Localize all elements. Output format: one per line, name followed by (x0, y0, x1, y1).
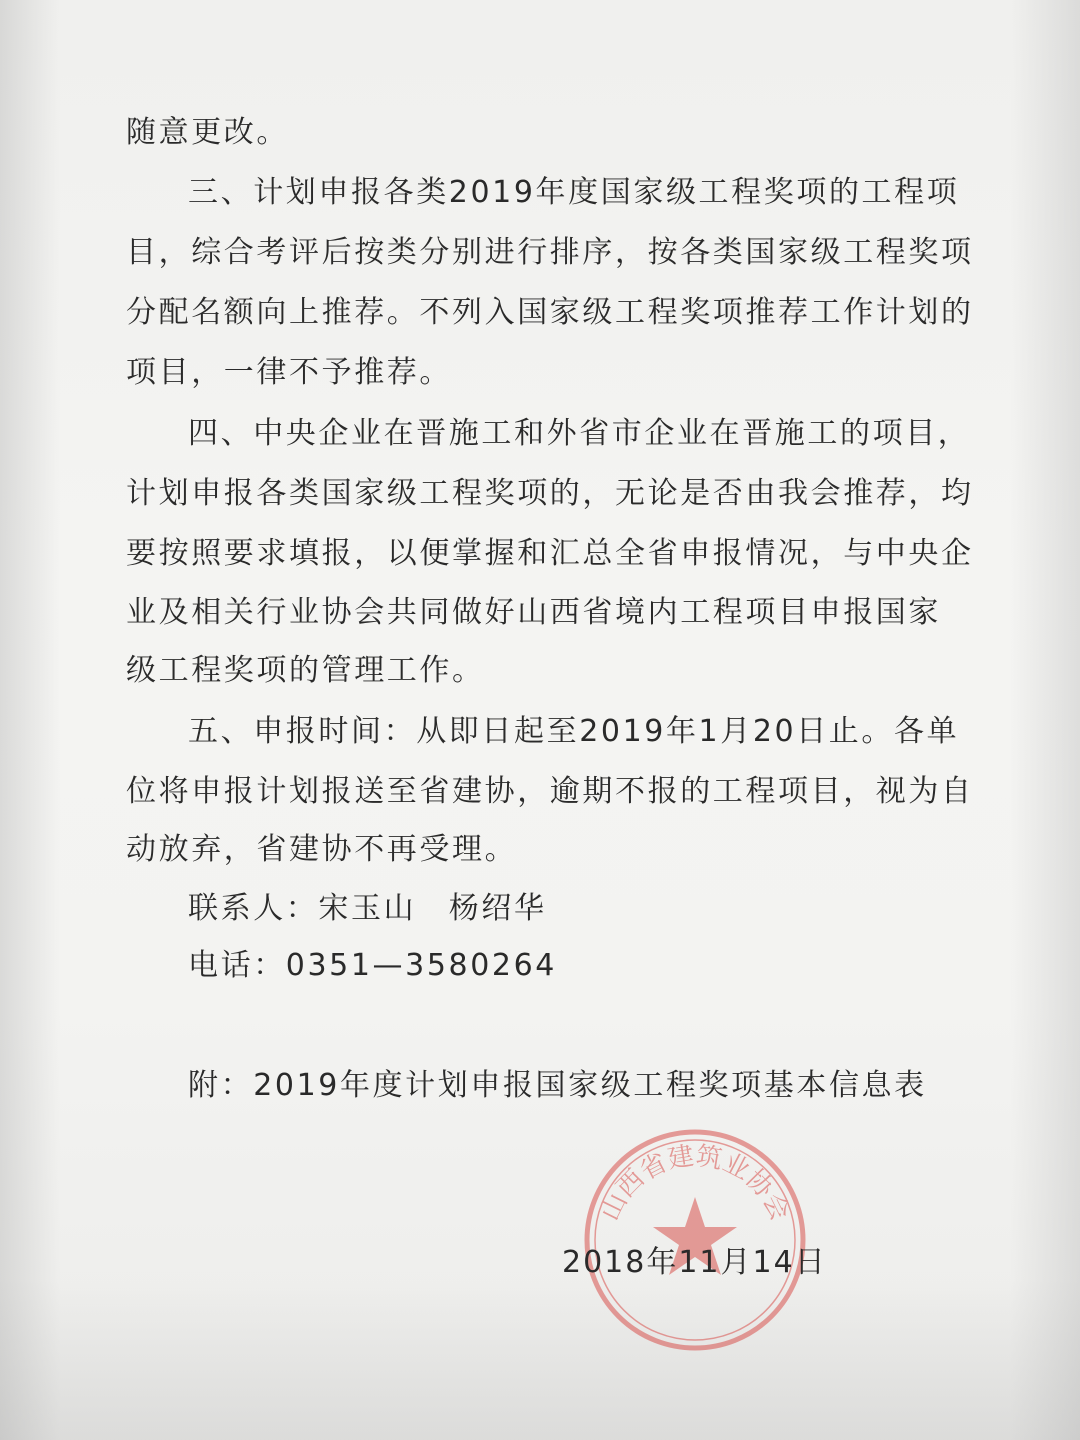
body-line: 动放弃，省建协不再受理。 (126, 832, 518, 867)
body-line: 业及相关行业协会共同做好山西省境内工程项目申报国家 (126, 595, 941, 630)
body-line: 项目，一律不予推荐。 (126, 355, 452, 390)
page-shadow-right (1010, 0, 1080, 1440)
official-seal-stamp (580, 1125, 810, 1355)
attachment-note: 附：2019年度计划申报国家级工程奖项基本信息表 (188, 1068, 927, 1103)
seal-text: 山西省建筑业协会 (595, 1141, 795, 1226)
body-line: 五、申报时间：从即日起至2019年1月20日止。各单 (188, 714, 960, 749)
body-line: 计划申报各类国家级工程奖项的，无论是否由我会推荐，均 (126, 476, 974, 511)
body-line: 要按照要求填报，以便掌握和汇总全省申报情况，与中央企 (126, 536, 974, 571)
signature-date: 2018年11月14日 (562, 1245, 827, 1280)
page-shadow-left (0, 0, 60, 1440)
body-line: 三、计划申报各类2019年度国家级工程奖项的工程项 (188, 175, 960, 210)
contact-person: 联系人：宋玉山 杨绍华 (188, 891, 547, 926)
body-line: 位将申报计划报送至省建协，逾期不报的工程项目，视为自 (126, 774, 974, 809)
body-line: 目，综合考评后按类分别进行排序，按各类国家级工程奖项 (126, 235, 974, 270)
body-line: 分配名额向上推荐。不列入国家级工程奖项推荐工作计划的 (126, 295, 974, 330)
page-shadow-bottom (0, 1280, 1080, 1440)
body-line: 随意更改。 (126, 115, 289, 150)
body-line: 级工程奖项的管理工作。 (126, 653, 485, 688)
contact-phone: 电话：0351—3580264 (188, 948, 557, 983)
body-line: 四、中央企业在晋施工和外省市企业在晋施工的项目， (188, 416, 971, 451)
